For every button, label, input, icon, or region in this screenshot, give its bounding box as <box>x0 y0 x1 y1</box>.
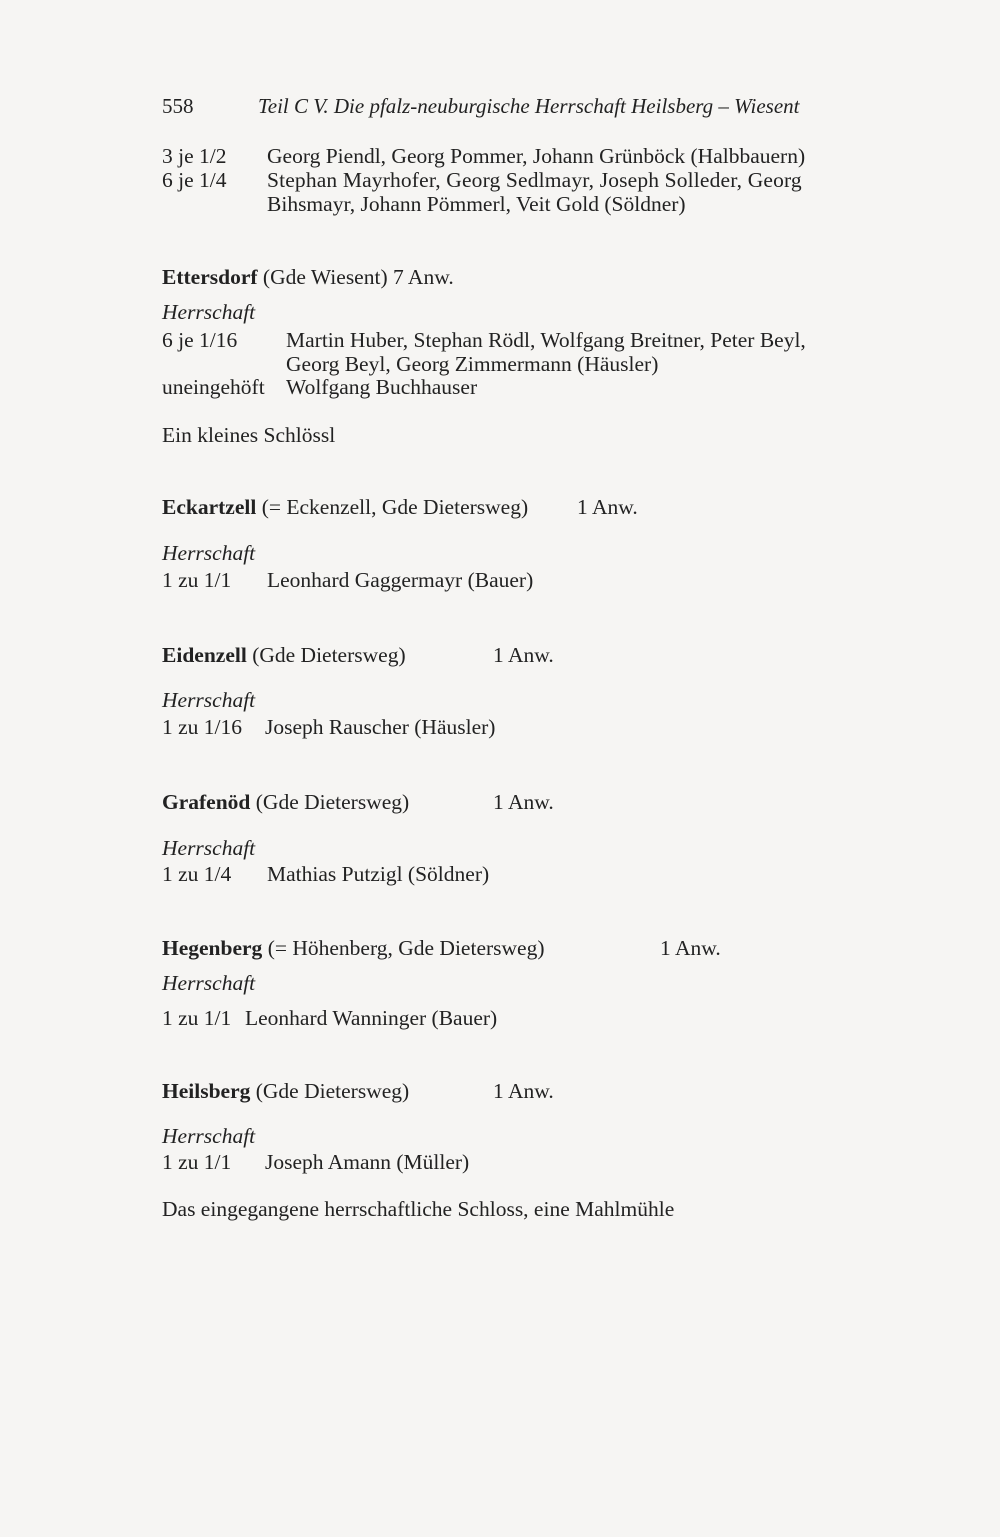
herrschaft-label: Herrschaft <box>162 300 256 324</box>
row-qty: 1 zu 1/1 <box>162 568 232 592</box>
row-qty: 1 zu 1/4 <box>162 862 232 886</box>
row-names: Martin Huber, Stephan Rödl, Wolfgang Breitner, Peter Beyl, <box>286 328 806 352</box>
row-qty: 1 zu 1/1 <box>162 1006 232 1030</box>
place-name: Heilsberg <box>162 1079 251 1103</box>
row-names: Joseph Rauscher (Häusler) <box>265 715 496 739</box>
row-qty: 1 zu 1/16 <box>162 715 243 739</box>
place-name: Eidenzell <box>162 643 247 667</box>
row-names: Leonhard Wanninger (Bauer) <box>245 1006 498 1030</box>
row-names: Leonhard Gaggermayr (Bauer) <box>267 568 534 592</box>
place-heading <box>162 497 528 519</box>
place-heading <box>162 938 545 960</box>
place-count: 1 Anw. <box>493 643 554 667</box>
page-number: 558 <box>162 94 194 118</box>
row-names: Wolfgang Buchhauser <box>286 375 478 399</box>
entry-note: Das eingegangene herrschaftliche Schloss, eine Mahlmühle <box>162 1197 675 1221</box>
place-name: Grafenöd <box>162 790 251 814</box>
row-names-cont: Georg Beyl, Georg Zimmermann (Häusler) <box>286 352 659 376</box>
place-name: Eckartzell <box>162 495 257 519</box>
place-detail: (= Eckenzell, Gde Dietersweg) <box>261 495 529 519</box>
herrschaft-label: Herrschaft <box>162 688 256 712</box>
herrschaft-label: Herrschaft <box>162 1124 256 1148</box>
row-qty: 6 je 1/16 <box>162 328 238 352</box>
row-qty: 1 zu 1/1 <box>162 1150 232 1174</box>
place-detail: (Gde Dietersweg) <box>252 643 406 667</box>
herrschaft-label: Herrschaft <box>162 541 256 565</box>
place-count: 1 Anw. <box>660 936 721 960</box>
herrschaft-label: Herrschaft <box>162 836 256 860</box>
herrschaft-label: Herrschaft <box>162 971 256 995</box>
row-qty: uneingehöft <box>162 375 265 399</box>
row-names: Georg Piendl, Georg Pommer, Johann Grünböck (Halbbauern) <box>267 144 806 168</box>
row-qty: 6 je 1/4 <box>162 168 227 192</box>
row-names: Joseph Amann (Müller) <box>265 1150 470 1174</box>
place-heading <box>162 792 409 814</box>
entry-note: Ein kleines Schlössl <box>162 423 336 447</box>
row-names-cont: Bihsmayr, Johann Pömmerl, Veit Gold (Söldner) <box>267 192 686 216</box>
place-name: Ettersdorf <box>162 265 258 289</box>
place-count: 1 Anw. <box>493 1079 554 1103</box>
place-heading <box>162 267 454 289</box>
place-heading <box>162 1081 409 1103</box>
place-heading <box>162 645 406 667</box>
place-detail: (Gde Dietersweg) <box>255 1079 410 1103</box>
running-title: Teil C V. Die pfalz-neuburgische Herrschaft Heilsberg – Wiesent <box>258 94 800 118</box>
row-names: Mathias Putzigl (Söldner) <box>267 862 490 886</box>
place-count: 1 Anw. <box>577 495 638 519</box>
place-count: 1 Anw. <box>493 790 554 814</box>
row-names: Stephan Mayrhofer, Georg Sedlmayr, Joseph Solleder, Georg <box>267 168 802 192</box>
place-detail: (Gde Wiesent) 7 Anw. <box>262 265 454 289</box>
place-name: Hegenberg <box>162 936 263 960</box>
place-detail: (= Höhenberg, Gde Dietersweg) <box>267 936 545 960</box>
row-qty: 3 je 1/2 <box>162 144 227 168</box>
place-detail: (Gde Dietersweg) <box>255 790 410 814</box>
